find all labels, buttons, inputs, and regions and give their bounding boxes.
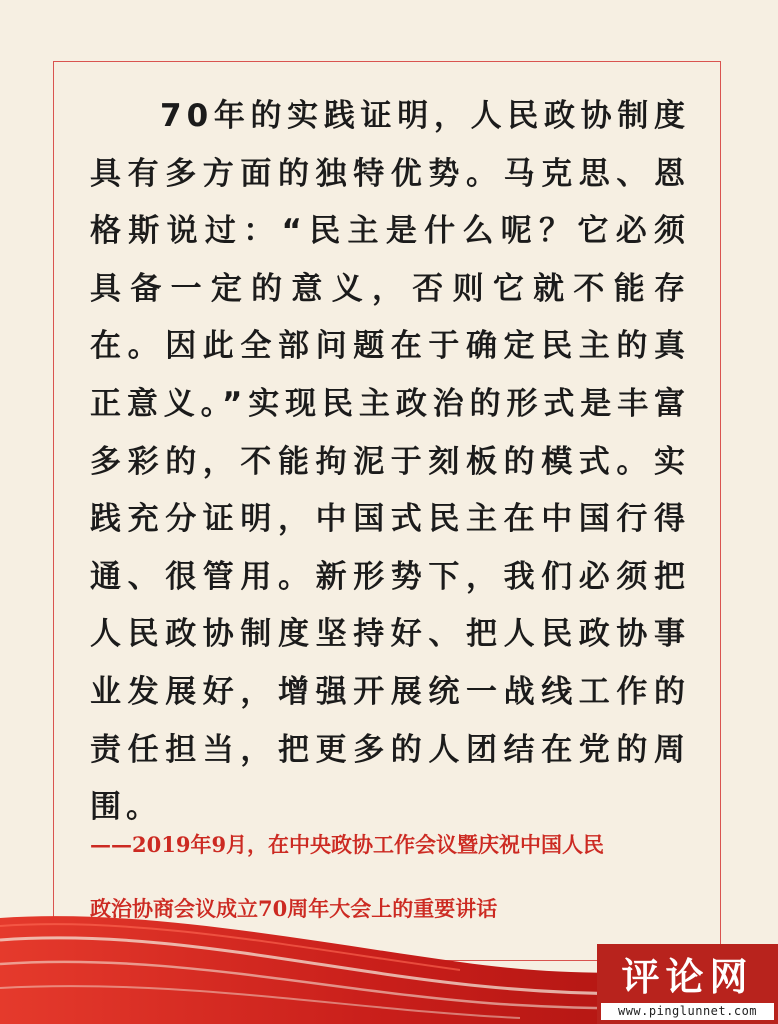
source-citation-line-1: ——2019年9月，在中央政协工作会议暨庆祝中国人民 [90, 832, 605, 857]
site-logo-url: www.pinglunnet.com [601, 1003, 774, 1020]
site-logo-name: 评论网 [621, 954, 754, 999]
site-logo [597, 944, 778, 1024]
quote-body-text: 70年的实践证明，人民政协制度具有多方面的独特优势。马克思、恩格斯说过：“民主是什么呢？它必须具备一定的意义，否则它就不能存在。因此全部问题在于确定民主的真正意义。”实现民主政治的形式是丰富多彩的，不能拘泥于刻板的模式。实践充分证明，中国式民主在中国行得通、很管用。新形势下，我们必须把人民政协制度坚持好、把人民政协事业发展好，增强开展统一战线工作的责任担当，把更多的人团结在党的周围。 [90, 98, 690, 826]
source-citation-line-2: 政治协商会议成立70周年大会上的重要讲话 [90, 896, 498, 921]
